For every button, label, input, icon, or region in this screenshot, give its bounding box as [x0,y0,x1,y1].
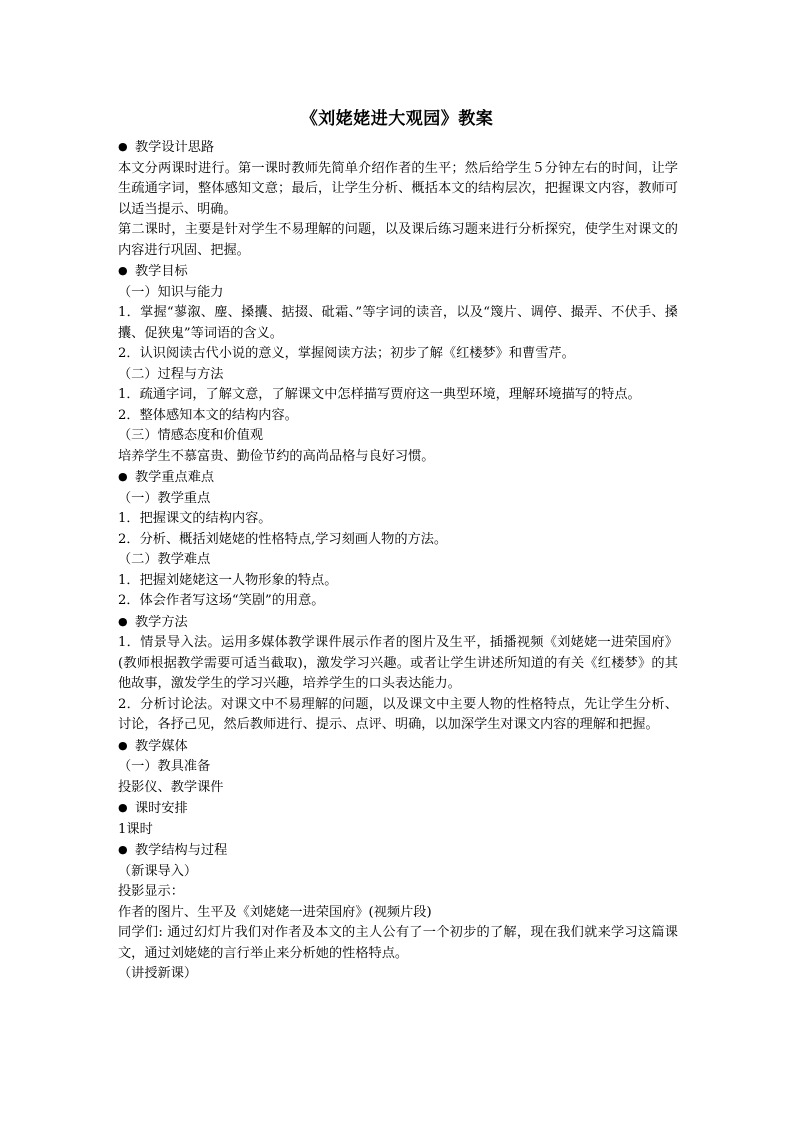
list-item: 投影仪、教学课件 [118,779,224,795]
document-body [118,137,678,985]
section-heading-design: ● 教学设计思路 [118,137,678,159]
section-heading-goals: ● 教学目标 [118,261,678,283]
paragraph: 同学们: 通过幻灯片我们对作者及本文的主人公有了一个初步的了解，现在我们就来学习这篇课文，通过刘姥姥的言行举止来分析她的性格特点。 [118,925,678,961]
list-item: 2．体会作者写这场“笑剧”的用意。 [118,593,325,608]
list-item: 1．疏通字词，了解文意，了解课文中怎样描写贾府这一典型环境，理解环境描写的特点。 [118,387,641,402]
list-item: 1．掌握“蓼溆、麈、搡攮、掂掇、砒霜、”等字词的读音，以及“篾片、调停、撮弄、不伏手、搡攮、促狭鬼”等词语的含义。 [118,305,678,341]
list-item: 2．整体感知本文的结构内容。 [118,407,298,423]
list-item: 2．分析讨论法。对课文中不易理解的问题，以及课文中主要人物的性格特点，先让学生分析、讨论，各抒己见，然后教师进行、提示、点评、明确，以加深学生对课文内容的理解和把握。 [118,696,678,732]
list-item: 1．情景导入法。运用多媒体教学课件展示作者的图片及生平，插播视频《刘姥姥一进荣国府》(教师根据教学需要可适当截取)，激发学习兴趣。或者让学生讲述所知道的有关《红楼梦》的其他故事，激发学生的学习兴趣，培养学生的口头表达能力。 [118,635,678,691]
subheading: （讲授新课） [118,966,198,981]
subheading: （二）教学难点 [118,552,211,567]
paragraph: 本文分两课时进行。第一课时教师先简单介绍作者的生平；然后给学生５分钟左右的时间，让学生疏通字词，整体感知文意；最后，让学生分析、概括本文的结构层次，把握课文内容，教师可以适当提示、明确。 [118,160,678,217]
subheading: （一）教具准备 [118,759,211,774]
subheading: （一）教学重点 [118,490,211,506]
list-item: 1．把握课文的结构内容。 [118,511,272,526]
list-item: 2．分析、概括刘姥姥的性格特点,学习刻画人物的方法。 [118,531,448,547]
section-heading-methods: ● 教学方法 [118,612,678,634]
section-heading-schedule: ● 课时安排 [118,798,678,820]
list-item: 培养学生不慕富贵、勤俭节约的高尚品格与良好习惯。 [118,448,435,464]
document-title: 《刘姥姥进大观园》教案 [300,109,494,129]
paragraph: 作者的图片、生平及《刘姥姥一进荣国府》(视频片段) [118,904,432,920]
list-item: 1．把握刘姥姥这一人物形象的特点。 [118,572,338,588]
subheading: （新课导入） [118,863,198,879]
subheading: （二）过程与方法 [118,366,224,382]
section-heading-process: ● 教学结构与过程 [118,840,678,862]
paragraph: 投影显示： [118,884,184,899]
subheading: （三）情感态度和价值观 [118,428,264,443]
paragraph: 第二课时，主要是针对学生不易理解的问题，以及课后练习题来进行分析探究，使学生对课文的内容进行巩固、把握。 [118,222,678,258]
list-item: 1课时 [118,821,153,837]
list-item: 2．认识阅读古代小说的意义，掌握阅读方法；初步了解《红楼梦》和曹雪芹。 [118,346,575,361]
section-heading-media: ● 教学媒体 [118,736,678,758]
section-heading-keypoints: ● 教学重点难点 [118,467,678,489]
subheading: （一）知识与能力 [118,284,224,300]
